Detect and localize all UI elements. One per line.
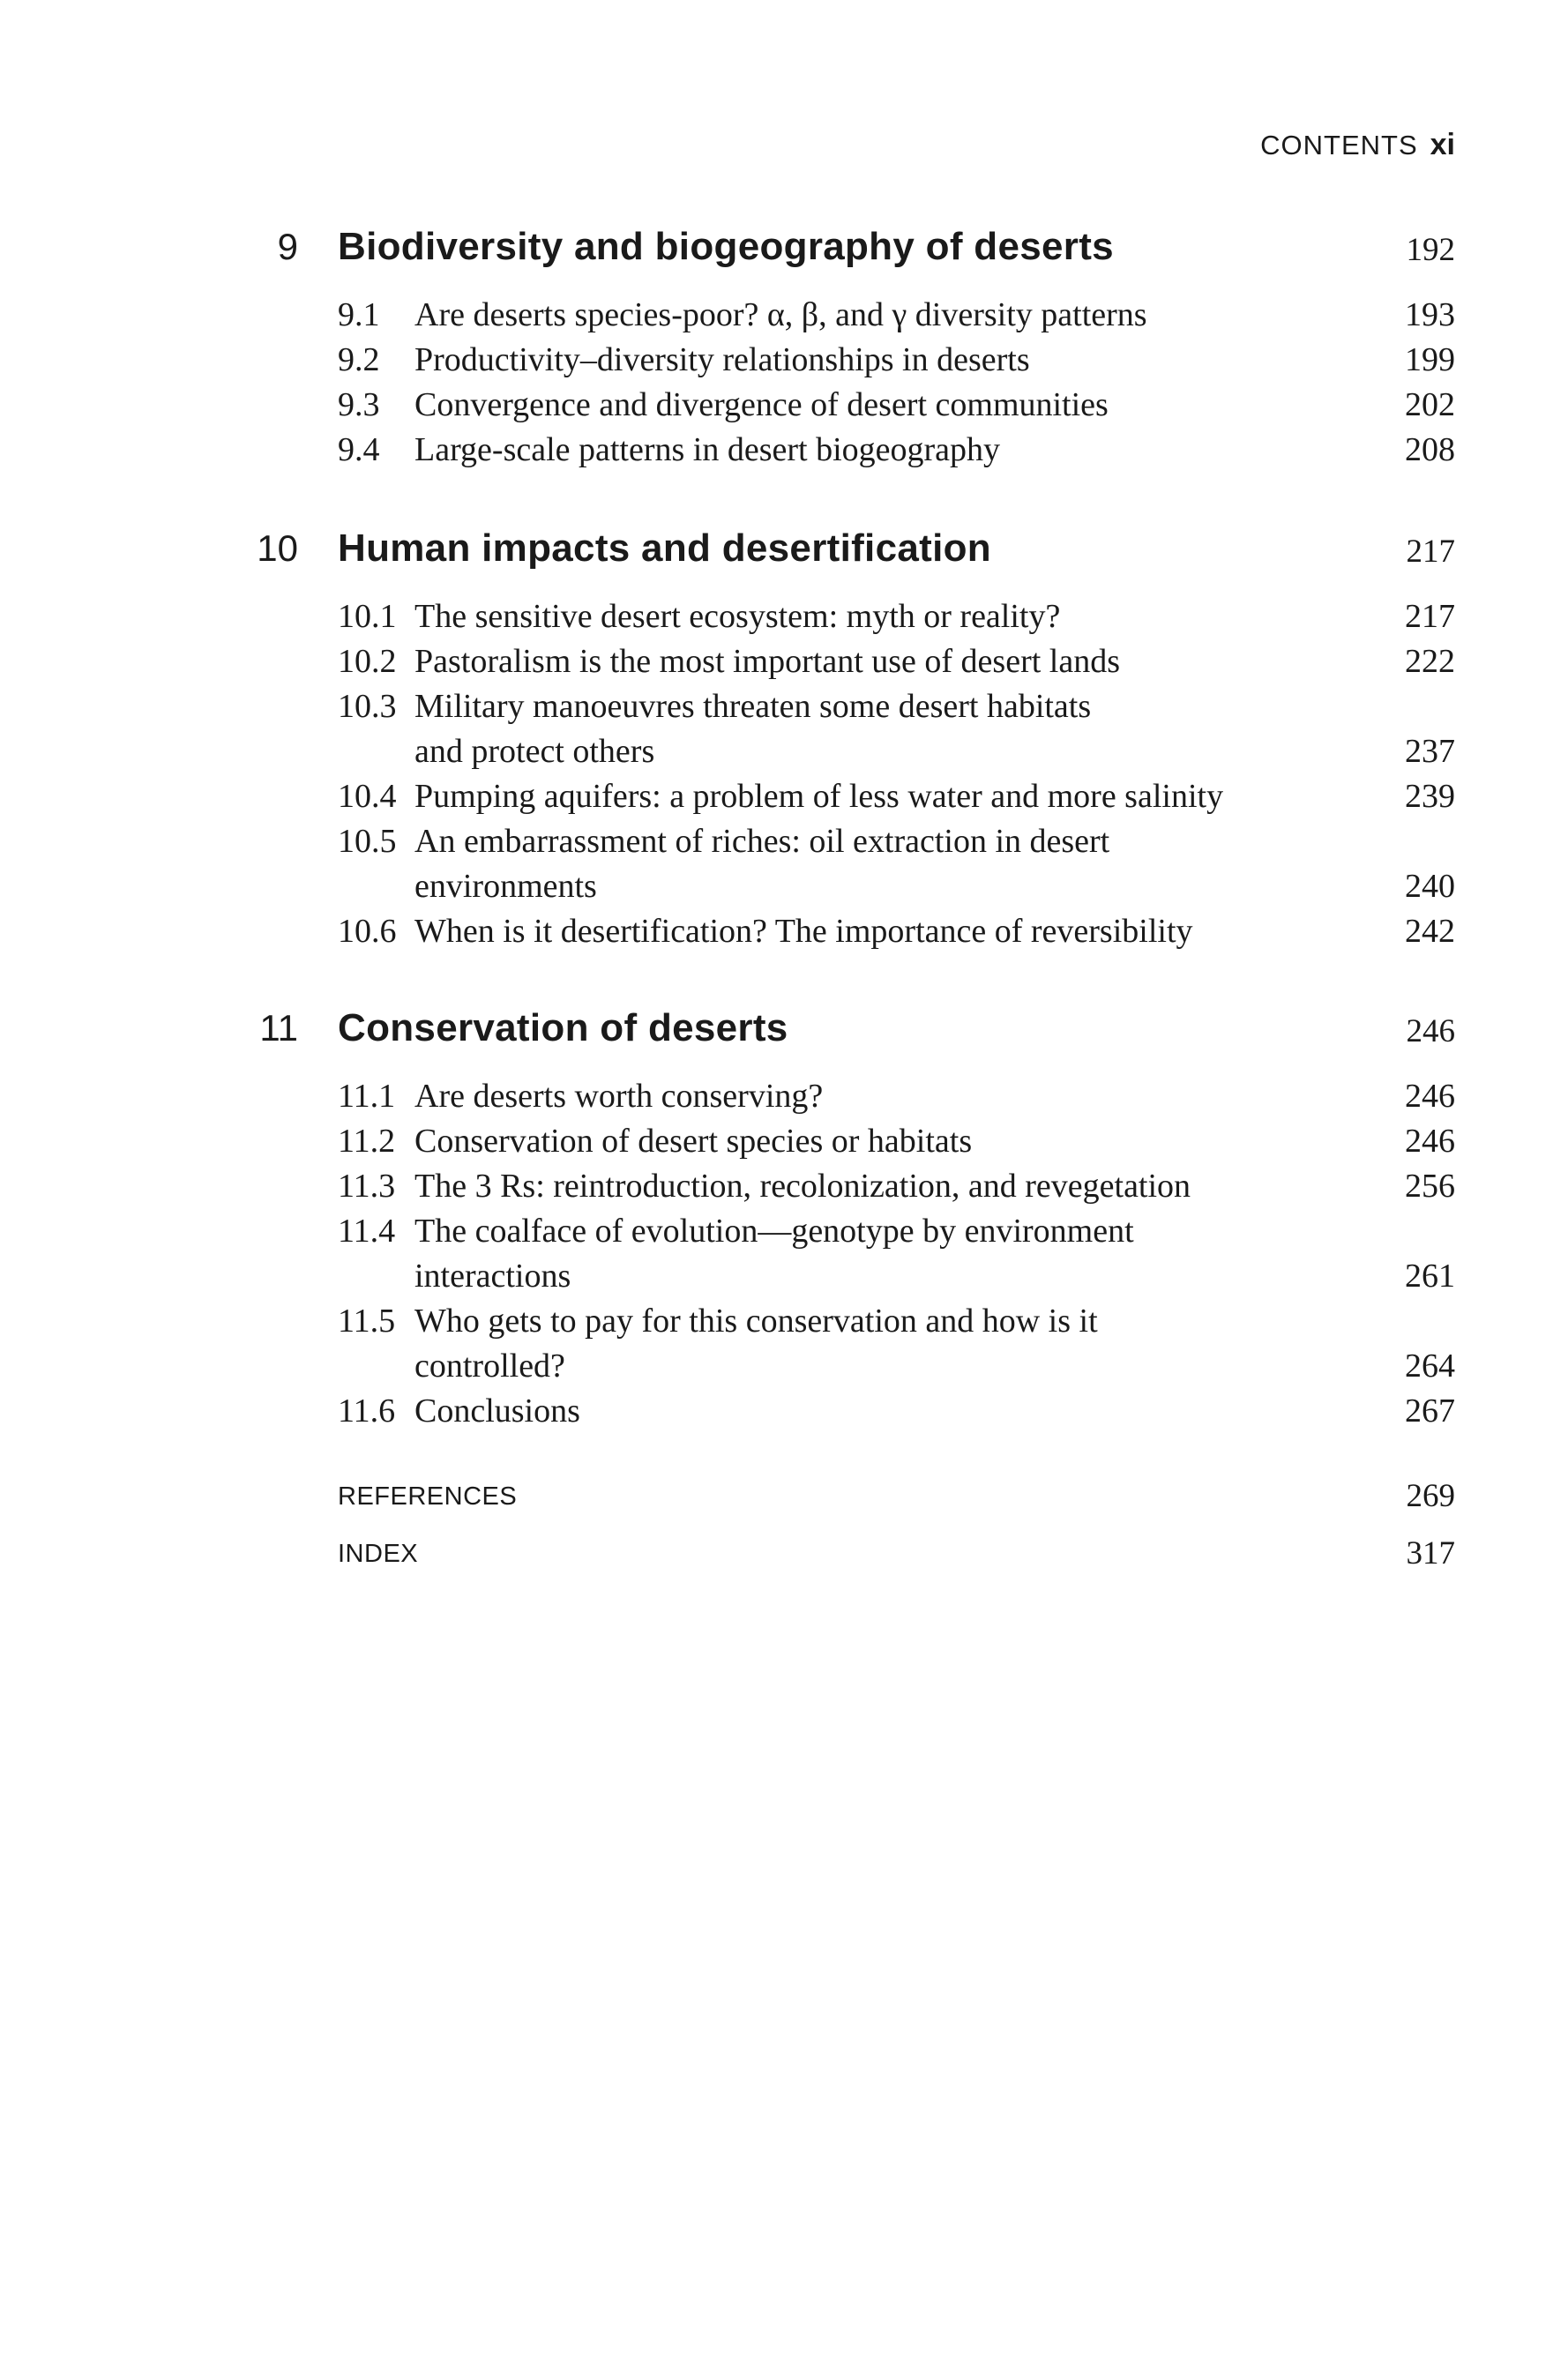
section-title-line: Large-scale patterns in desert biogeography [414, 431, 1001, 468]
section-title-line: The 3 Rs: reintroduction, recolonization, and revegetation [414, 1168, 1191, 1205]
section-title [414, 1389, 1332, 1434]
chapter-title: Conservation of deserts [338, 1006, 788, 1049]
chapter-page-number: 246 [1406, 1013, 1455, 1049]
toc-entry[interactable] [0, 428, 1568, 473]
running-head-label: CONTENTS [1260, 130, 1418, 161]
section-number: 11.5 [338, 1303, 396, 1340]
page-folio: xi [1430, 128, 1455, 161]
section-number: 11.4 [338, 1213, 396, 1250]
section-title-line: The sensitive desert ecosystem: myth or reality? [414, 598, 1061, 635]
section-page-number: 246 [1405, 1078, 1455, 1115]
section-title [414, 1164, 1332, 1209]
section-page-number: 261 [1405, 1258, 1455, 1295]
chapter-page-number: 217 [1406, 534, 1455, 570]
section-title-line: Conclusions [414, 1392, 580, 1430]
section-number: 9.3 [338, 386, 380, 423]
section-title-line: and protect others [414, 733, 655, 770]
section-number: 10.6 [338, 913, 397, 950]
chapter-heading[interactable] [0, 220, 1568, 273]
running-head [1260, 128, 1455, 162]
section-page-number: 242 [1405, 913, 1455, 950]
section-number: 9.4 [338, 431, 380, 468]
chapter-heading[interactable] [0, 1002, 1568, 1055]
section-number: 11.1 [338, 1078, 396, 1115]
chapter-title: Human impacts and desertification [338, 526, 991, 570]
section-title [414, 909, 1332, 954]
chapter-number: 11 [259, 1007, 298, 1049]
section-page-number: 256 [1405, 1168, 1455, 1205]
toc-entry[interactable] [0, 1164, 1568, 1209]
section-page-number: 217 [1405, 598, 1455, 635]
section-number: 9.2 [338, 341, 380, 378]
chapter-number: 9 [277, 226, 298, 267]
section-title-line: Pumping aquifers: a problem of less water and more salinity [414, 778, 1224, 815]
section-number: 10.4 [338, 778, 397, 815]
backmatter-label: REFERENCES [338, 1482, 518, 1511]
backmatter-page-number: 317 [1406, 1535, 1455, 1571]
toc-entry[interactable] [0, 1119, 1568, 1164]
chapter-title: Biodiversity and biogeography of deserts [338, 225, 1114, 268]
backmatter-entry-index[interactable] [0, 1532, 1568, 1576]
section-title [414, 293, 1332, 338]
section-page-number: 208 [1405, 431, 1455, 468]
toc-entry[interactable] [0, 1074, 1568, 1119]
section-title-line: Are deserts worth conserving? [414, 1078, 824, 1115]
section-title [414, 1299, 1332, 1389]
section-number: 10.5 [338, 823, 397, 860]
section-title [414, 684, 1332, 774]
section-title-line: Are deserts species-poor? α, β, and γ diversity patterns [414, 296, 1147, 333]
section-number: 11.3 [338, 1168, 396, 1205]
toc-entry[interactable] [0, 383, 1568, 428]
section-title [414, 819, 1332, 909]
section-number: 11.6 [338, 1392, 396, 1430]
chapter-number: 10 [257, 527, 298, 569]
toc-entry[interactable] [0, 293, 1568, 338]
toc-entry[interactable] [0, 1389, 1568, 1434]
section-number: 10.2 [338, 643, 397, 680]
section-page-number: 222 [1405, 643, 1455, 680]
section-title [414, 639, 1332, 684]
section-page-number: 237 [1405, 733, 1455, 770]
toc-entry[interactable] [0, 909, 1568, 954]
section-number: 9.1 [338, 296, 380, 333]
backmatter-page-number: 269 [1406, 1478, 1455, 1514]
toc-entry[interactable] [0, 1209, 1568, 1299]
section-page-number: 240 [1405, 868, 1455, 905]
section-number: 10.3 [338, 688, 397, 725]
toc-entry[interactable] [0, 819, 1568, 909]
chapter-page-number: 192 [1406, 232, 1455, 268]
backmatter-entry-references[interactable] [0, 1474, 1568, 1519]
section-title [414, 428, 1332, 473]
section-title-line: environments [414, 868, 597, 905]
section-page-number: 246 [1405, 1123, 1455, 1160]
section-title [414, 1074, 1332, 1119]
section-title [414, 774, 1332, 819]
section-title [414, 383, 1332, 428]
section-title [414, 338, 1332, 383]
section-page-number: 239 [1405, 778, 1455, 815]
section-title-line: Productivity–diversity relationships in deserts [414, 341, 1030, 378]
section-title-line: controlled? [414, 1348, 565, 1385]
section-title-line: An embarrassment of riches: oil extraction in desert [414, 823, 1110, 860]
section-title-line: Military manoeuvres threaten some desert habitats [414, 688, 1092, 725]
backmatter-label: INDEX [338, 1540, 419, 1568]
section-number: 10.1 [338, 598, 397, 635]
toc-entry[interactable] [0, 338, 1568, 383]
section-title-line: Who gets to pay for this conservation and how is it [414, 1303, 1098, 1340]
section-title-line: interactions [414, 1258, 571, 1295]
section-title [414, 1209, 1332, 1299]
toc-entry[interactable] [0, 594, 1568, 639]
section-page-number: 202 [1405, 386, 1455, 423]
section-page-number: 199 [1405, 341, 1455, 378]
section-title-line: The coalface of evolution—genotype by environment [414, 1213, 1134, 1250]
toc-entry[interactable] [0, 774, 1568, 819]
section-title-line: Conservation of desert species or habitats [414, 1123, 973, 1160]
section-title-line: When is it desertification? The importance of reversibility [414, 913, 1193, 950]
toc-entry[interactable] [0, 684, 1568, 774]
toc-entry[interactable] [0, 1299, 1568, 1389]
section-number: 11.2 [338, 1123, 396, 1160]
section-title [414, 594, 1332, 639]
toc-entry[interactable] [0, 639, 1568, 684]
section-title [414, 1119, 1332, 1164]
section-page-number: 193 [1405, 296, 1455, 333]
section-title-line: Pastoralism is the most important use of desert lands [414, 643, 1121, 680]
section-title-line: Convergence and divergence of desert communities [414, 386, 1109, 423]
section-page-number: 264 [1405, 1348, 1455, 1385]
section-page-number: 267 [1405, 1392, 1455, 1430]
chapter-heading[interactable] [0, 522, 1568, 575]
